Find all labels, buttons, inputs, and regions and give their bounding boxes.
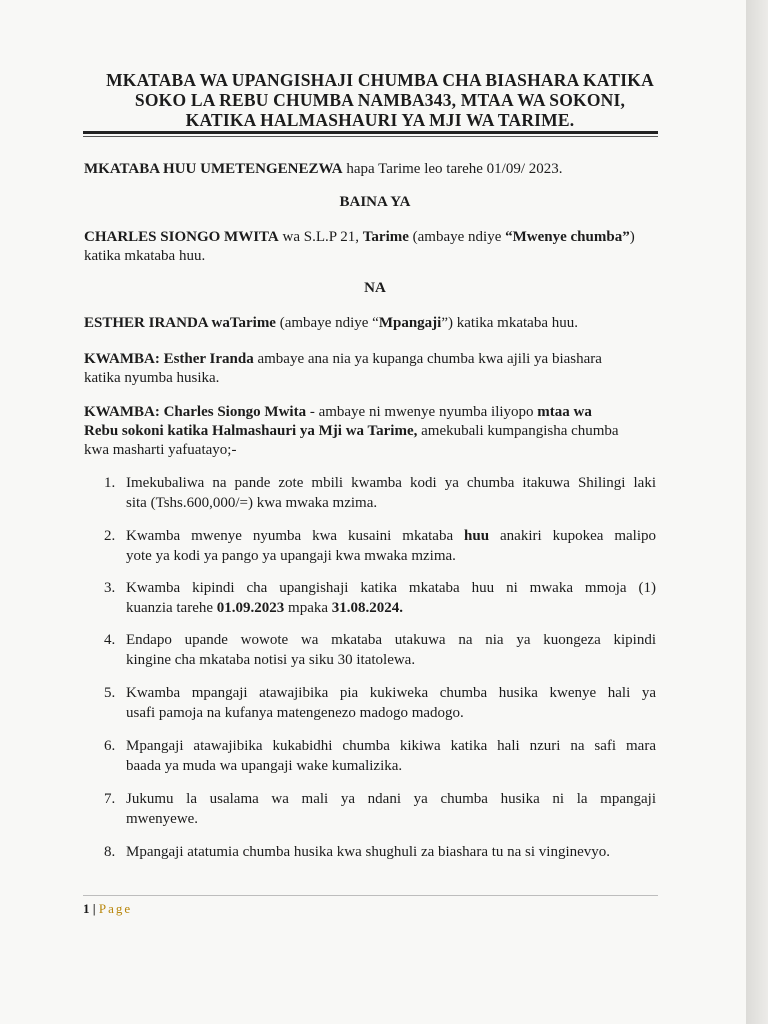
whereas2-location: Rebu sokoni katika Halmashauri ya Mji wa Tarime, <box>84 423 418 439</box>
term-4 <box>126 630 656 670</box>
term-3-start-date: 01.09.2023 <box>216 600 285 616</box>
party2-role: Mpangaji <box>378 315 442 331</box>
term-7-line1: Jukumu la usalama wa mali ya ndani ya chumba husika ni la mpangaji <box>126 791 656 807</box>
title-line-1: MKATABA WA UPANGISHAJI CHUMBA CHA BIASHARA KATIKA <box>106 70 654 90</box>
party1-line1 <box>84 227 635 247</box>
term-8-number: 8. <box>104 844 116 860</box>
term-2-line1 <box>126 526 656 546</box>
term-5-number: 5. <box>104 685 116 701</box>
party1-role: “Mwenye chumba” <box>505 229 630 245</box>
party1-post-role: ) <box>629 229 635 245</box>
term-2 <box>126 526 656 566</box>
term-3 <box>126 578 656 618</box>
between-heading: BAINA YA <box>339 194 411 210</box>
term-5-line1: Kwamba mpangaji atawajibika pia kukiweka chumba husika kwenye hali ya <box>126 685 656 701</box>
title-underline <box>83 131 658 134</box>
term-3-line1: Kwamba kipindi cha upangishaji katika mkataba huu ni mwaka mmoja (1) <box>126 580 656 596</box>
page-number: 1 <box>83 901 90 916</box>
whereas2-line3: kwa masharti yafuatayo;- <box>84 442 237 458</box>
term-8 <box>126 842 656 862</box>
term-3-line2-pre: kuanzia tarehe <box>126 600 217 616</box>
whereas2-text: - ambaye ni mwenye nyumba iliyopo <box>306 404 538 420</box>
whereas1-line2: katika nyumba husika. <box>84 370 220 386</box>
term-7-number: 7. <box>104 791 116 807</box>
whereas2-line2 <box>84 421 619 441</box>
term-2-number: 2. <box>104 528 116 544</box>
page-label: Page <box>98 901 133 916</box>
title-line-2: SOKO LA REBU CHUMBA NAMBA343, MTAA WA SOKONI, <box>134 90 626 110</box>
term-4-number: 4. <box>104 632 116 648</box>
whereas2-line1 <box>84 402 592 422</box>
term-6 <box>126 736 656 776</box>
term-1 <box>126 473 656 513</box>
term-1-line2: sita (Tshs.600,000/=) kwa mwaka mzima. <box>126 495 378 511</box>
term-5 <box>126 683 656 723</box>
term-6-line1: Mpangaji atawajibika kukabidhi chumba kikiwa katika hali nzuri na safi mara <box>126 738 656 754</box>
term-3-number: 3. <box>104 580 116 596</box>
whereas1-label: KWAMBA: Esther Iranda <box>84 351 254 367</box>
whereas1-line1 <box>84 349 602 369</box>
title-underline-thin <box>83 136 658 137</box>
term-8-line1: Mpangaji atatumia chumba husika kwa shughuli za biashara tu na si vinginevyo. <box>126 844 611 860</box>
party2-pre-role: (ambaye ndiye “ <box>275 315 379 331</box>
page-separator: | <box>89 901 99 916</box>
term-5-line2: usafi pamoja na kufanya matengenezo madogo madogo. <box>126 705 464 721</box>
term-2-line1-post: anakiri kupokea malipo <box>489 528 657 544</box>
footer-divider <box>83 895 658 896</box>
whereas2-label: KWAMBA: Charles Siongo Mwita <box>84 404 307 420</box>
term-6-line2: baada ya muda wa upangaji wake kumalizika. <box>126 758 403 774</box>
party2-line <box>84 313 578 333</box>
whereas2-bold-tail: mtaa wa <box>537 404 592 420</box>
intro-paragraph <box>84 159 563 179</box>
document-title <box>70 70 690 130</box>
whereas2-line2-text: amekubali kumpangisha chumba <box>417 423 619 439</box>
term-7 <box>126 789 656 829</box>
title-line-3: KATIKA HALMASHAURI YA MJI WA TARIME. <box>185 110 575 130</box>
party2-post-role: ”) katika mkataba huu. <box>441 315 578 331</box>
intro-text: hapa Tarime leo tarehe 01/09/ 2023. <box>342 161 563 177</box>
page-edge-shadow <box>746 0 768 1024</box>
term-3-line2 <box>126 598 656 618</box>
term-1-line1: Imekubaliwa na pande zote mbili kwamba kodi ya chumba itakuwa Shilingi laki <box>126 475 656 491</box>
term-3-line2-mid: mpaka <box>284 600 332 616</box>
whereas1-text: ambaye ana nia ya kupanga chumba kwa ajili ya biashara <box>253 351 602 367</box>
party1-address: wa S.L.P 21, <box>278 229 363 245</box>
intro-bold: MKATABA HUU UMETENGENEZWA <box>84 161 343 177</box>
and-heading: NA <box>364 280 386 296</box>
term-4-line2: kingine cha mkataba notisi ya siku 30 itatolewa. <box>126 652 416 668</box>
party1-name: CHARLES SIONGO MWITA <box>84 229 279 245</box>
page-footer <box>83 900 132 918</box>
term-6-number: 6. <box>104 738 116 754</box>
party2-name: ESTHER IRANDA waTarime <box>84 315 276 331</box>
term-7-line2: mwenyewe. <box>126 811 199 827</box>
term-2-line2: yote ya kodi ya pango ya upangaji kwa mwaka mzima. <box>126 548 456 564</box>
party1-place: Tarime <box>362 229 409 245</box>
term-2-line1-bold: huu <box>464 528 490 544</box>
term-4-line1: Endapo upande wowote wa mkataba utakuwa na nia ya kuongeza kipindi <box>126 632 656 648</box>
term-2-line1-pre: Kwamba mwenye nyumba kwa kusaini mkataba <box>126 528 465 544</box>
party1-pre-role: (ambaye ndiye <box>408 229 506 245</box>
term-1-number: 1. <box>104 475 116 491</box>
term-3-end-date: 31.08.2024. <box>331 600 404 616</box>
party1-line2: katika mkataba huu. <box>84 248 206 264</box>
